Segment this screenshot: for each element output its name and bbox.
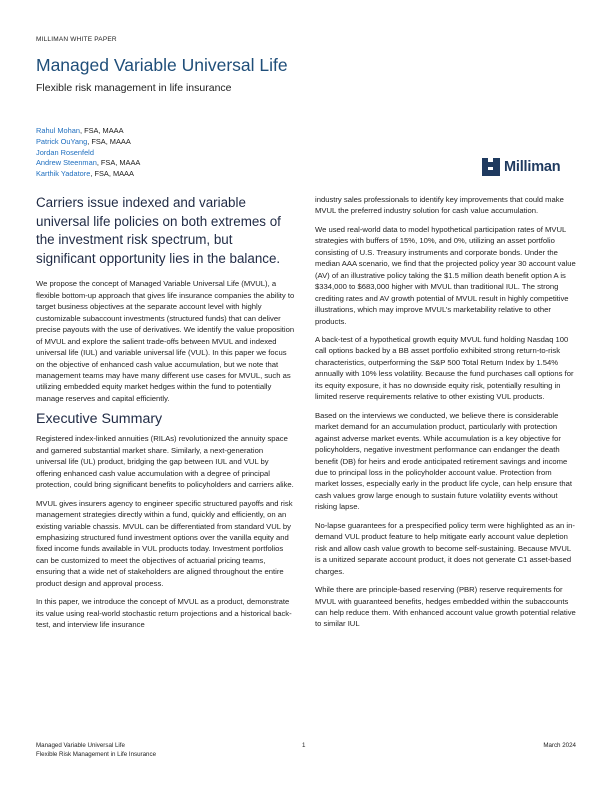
author-credentials: , FSA, MAAA	[79, 126, 124, 135]
footer-date: March 2024	[543, 742, 576, 749]
page-title: Managed Variable Universal Life	[36, 55, 288, 75]
milliman-logo	[482, 158, 560, 176]
author-link[interactable]: Karthik Yadatore	[36, 169, 91, 179]
page-subtitle: Flexible risk management in life insurance	[36, 82, 232, 94]
body-paragraph: MVUL gives insurers agency to engineer specific structured payoffs and risk management strategies directly within a fund, quickly and efficiently, on an existing variable chassis. MVUL can be differentiated from standard VUL by emphasizing structured fund investment options over the vanilla equity and fixed income funds available in VUL products today. Investment portfolios can be customized to meet the objectives of actuarial pricing teams, ensuring that a wide net of stakeholders are aligned throughout the entire product design and approval process.	[36, 498, 293, 588]
author-credentials: , FSA, MAAA	[87, 136, 131, 146]
body-paragraph: In this paper, we introduce the concept of MVUL as a product, demonstrate its value using real-world stochastic return projections and a historical back-test, and interview life insurance	[36, 597, 292, 630]
lead-statement: Carriers issue indexed and variable universal life policies on both extremes of the investment risk spectrum, but significant opportunity lies in the balance.	[36, 195, 281, 266]
author-link[interactable]: Jordan Rosenfeld	[36, 147, 94, 157]
author-line	[36, 158, 140, 169]
author-credentials: , FSA, MAAA	[90, 169, 134, 179]
author-line	[36, 126, 140, 137]
document-type-label: MILLIMAN WHITE PAPER	[36, 36, 117, 43]
body-paragraph: No-lapse guarantees for a prespecified policy term were highlighted as an in-demand VUL product feature to help mitigate early account value depletion risk and allow cash value growth to become self-sustaining. Because MVUL is a unitized separate account product, it does not generate C1 asset-based charges.	[315, 520, 575, 576]
author-line	[36, 148, 140, 159]
body-paragraph: Based on the interviews we conducted, we believe there is considerable market demand for an accumulation product, particularly with protection against adverse market events. While accumulation is a key objective for policyholders, negative investment performance can endanger the death benefit (DB) for heirs and erode anticipated retirement savings and income due to principal loss in the policyholder account value. Protection from market losses, especially early in the product life cycle, can help ensure that cash values grow large enough to sustain future volatility events without risking lapse.	[315, 410, 572, 512]
author-line	[36, 169, 140, 180]
body-paragraph: We used real-world data to model hypothetical participation rates of MVUL strategies with buffers of 15%, 10%, and 0%, utilizing an asset portfolio consisting of U.S. Treasury instruments and corporate bonds. Under the median AAA scenario, we find that the projected policy year 30 account value (AV) of an illustrative policy taking the $1.5 million death benefit option A is $334,000 to $683,000 higher with MVUL than traditional IUL. The strong crediting rates and AV growth potential of MVUL result in highly competitive illustrations, which may improve MVUL’s marketability relative to other products.	[315, 224, 576, 326]
body-paragraph: Registered index-linked annuities (RILAs) revolutionized the annuity space and garnered substantial market share. Similarly, a next-generation universal life (UL) product, bridging the gap between IUL and VUL by offering enhanced cash value accumulation with a degree of principal protection, could bring significant benefits to policyholders and carriers alike.	[36, 434, 294, 490]
section-heading-executive-summary: Executive Summary	[36, 411, 163, 428]
page-footer	[36, 741, 576, 759]
intro-paragraph: We propose the concept of Managed Variable Universal Life (MVUL), a flexible bottom-up approach that gives life insurance companies the ability to target business objectives at the separate account level with highly customizable subaccount investments (structured funds) that can deliver precise payouts with the use of derivatives. We identify the value proposition of MVUL and explore the salient trade-offs between MVUL and indexed universal life (IUL) and variable universal life (VUL). In this paper we focus on the objective of enhanced cash value accumulation, but we note that management teams may have many different use cases for MVUL, such as utilizing embedded equity market hedges within the fund to potentially manage reserves and capital efficiently.	[36, 279, 295, 403]
author-credentials: , FSA, MAAA	[96, 158, 141, 168]
page-number: 1	[302, 742, 306, 749]
footer-subtitle: Flexible Risk Management in Life Insurance	[36, 751, 157, 758]
logo-wordmark: Milliman	[504, 159, 561, 175]
header	[36, 36, 576, 94]
author-link[interactable]: Rahul Mohan	[36, 126, 80, 135]
left-column	[36, 194, 295, 638]
author-link[interactable]: Patrick OuYang	[36, 136, 88, 146]
footer-title: Managed Variable Universal Life	[36, 742, 125, 749]
right-column	[315, 194, 577, 637]
body-paragraph: While there are principle-based reserving (PBR) reserve requirements for MVUL with guaranteed benefits, hedges embedded within the subaccounts can help reduce them. With enhanced account value growth potential relative to similar IUL	[315, 585, 576, 629]
author-list	[36, 126, 140, 180]
body-paragraph: A back-test of a hypothetical growth equity MVUL fund holding Nasdaq 100 call options backed by a BB asset portfolio exhibited strong return-to-risk characteristics, outperforming the S&P 500 Total Return Index by 1.54% annually with 10% less volatility. Because the fund purchases call options for its equity exposure, it has no downside equity risk, potentially resulting in limited reserve requirements relative to other existing VUL products.	[315, 334, 574, 402]
author-link[interactable]: Andrew Steenman	[36, 158, 97, 168]
body-paragraph: industry sales professionals to identify key improvements that could make MVUL the preferred industry solution for cash value accumulation.	[315, 195, 564, 216]
milliman-logo-icon	[482, 158, 500, 176]
author-line	[36, 137, 140, 148]
